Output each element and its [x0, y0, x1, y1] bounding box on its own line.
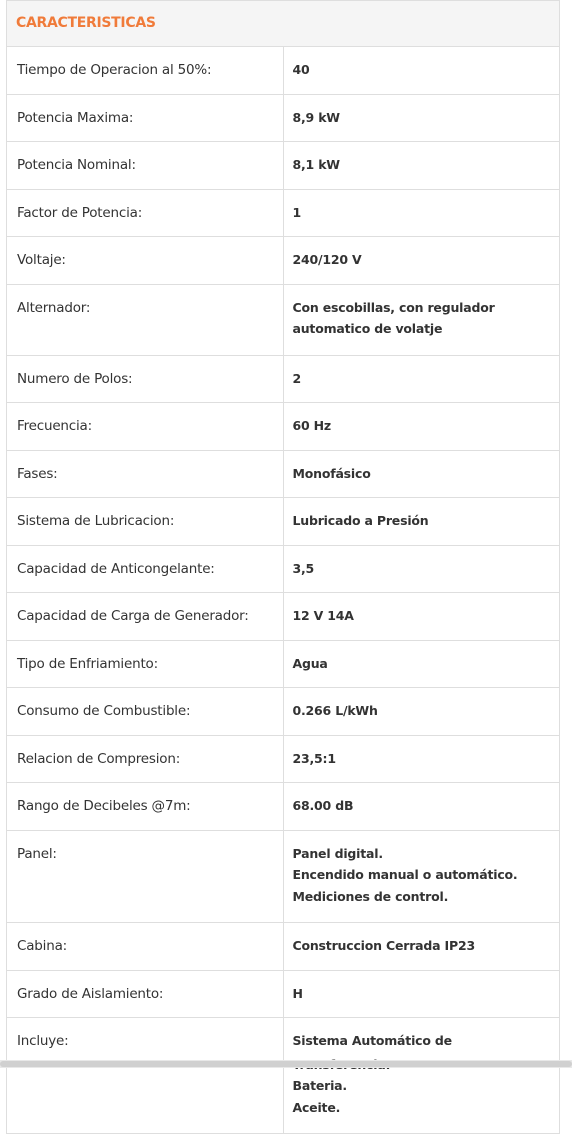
spec-label: Rango de Decibeles @7m:: [7, 783, 284, 831]
spec-value-line: 8,1 kW: [292, 157, 340, 172]
spec-value: [283, 545, 560, 593]
spec-label: Sistema de Lubricacion:: [7, 498, 284, 546]
spec-value-line: 2: [292, 370, 301, 386]
spec-value-line: 68.00 dB: [292, 798, 354, 813]
spec-value-line: Sistema Automático de: [292, 1033, 452, 1048]
spec-label: Consumo de Combustible:: [7, 688, 284, 736]
spec-value-line: Agua: [292, 655, 328, 671]
table-row: [7, 735, 560, 783]
spec-value-line: Con escobillas, con regulador: [292, 299, 495, 315]
spec-label: Capacidad de Carga de Generador:: [7, 593, 284, 641]
spec-value: [283, 94, 560, 142]
spec-label: Tiempo de Operacion al 50%:: [7, 47, 284, 95]
spec-value-line: H: [292, 985, 303, 1001]
spec-value: [283, 403, 560, 451]
spec-value: [283, 355, 560, 403]
spec-label: Incluye:: [7, 1018, 284, 1134]
table-row: [7, 189, 560, 237]
table-row: [7, 1018, 560, 1134]
table-row: [7, 94, 560, 142]
scrollbar-thumb[interactable]: [0, 1061, 572, 1067]
spec-value: [283, 593, 560, 641]
table-row: [7, 498, 560, 546]
spec-value: [283, 498, 560, 546]
spec-value: [283, 735, 560, 783]
horizontal-scrollbar[interactable]: [0, 1060, 572, 1068]
spec-value-line: 0.266 L/kWh: [292, 703, 378, 718]
table-row: [7, 403, 560, 451]
spec-value-line: Lubricado a Presión: [292, 513, 429, 528]
spec-value: [283, 923, 560, 971]
table-row: [7, 593, 560, 641]
spec-value: [283, 450, 560, 498]
table-row: [7, 237, 560, 285]
spec-label: Potencia Nominal:: [7, 142, 284, 190]
specifications-table: [6, 0, 560, 1134]
spec-value-line: 8,9 kW: [292, 109, 340, 125]
spec-value-line: 240/120 V: [292, 252, 362, 267]
table-row: [7, 142, 560, 190]
table-row: [7, 783, 560, 831]
spec-value: [283, 1018, 560, 1134]
spec-label: Capacidad de Anticongelante:: [7, 545, 284, 593]
spec-value-line: Panel digital.: [292, 845, 383, 861]
spec-label: Potencia Maxima:: [7, 94, 284, 142]
spec-label: Relacion de Compresion:: [7, 735, 284, 783]
spec-value-line: Monofásico: [292, 465, 371, 481]
spec-label: Cabina:: [7, 923, 284, 971]
spec-value: [283, 237, 560, 285]
spec-value: [283, 640, 560, 688]
spec-value-line: 12 V 14A: [292, 608, 354, 623]
spec-value-line: Construccion Cerrada IP23: [292, 938, 475, 953]
spec-value: [283, 142, 560, 190]
spec-value: [283, 830, 560, 923]
table-row: [7, 830, 560, 923]
spec-label: Panel:: [7, 830, 284, 923]
spec-value: [283, 284, 560, 355]
table-row: [7, 284, 560, 355]
spec-value-line: 3,5: [292, 560, 315, 576]
spec-label: Voltaje:: [7, 237, 284, 285]
table-row: [7, 47, 560, 95]
spec-value: [283, 688, 560, 736]
spec-value: [283, 47, 560, 95]
spec-value-line: Mediciones de control.: [292, 888, 449, 904]
table-row: [7, 640, 560, 688]
spec-label: Frecuencia:: [7, 403, 284, 451]
table-row: [7, 355, 560, 403]
spec-value: [283, 783, 560, 831]
spec-value-line: Bateria.: [292, 1078, 347, 1093]
spec-value: [283, 970, 560, 1018]
table-row: [7, 450, 560, 498]
spec-label: Fases:: [7, 450, 284, 498]
spec-label: Alternador:: [7, 284, 284, 355]
table-row: [7, 970, 560, 1018]
table-row: [7, 545, 560, 593]
spec-value-line: 1: [292, 204, 301, 220]
table-row: [7, 688, 560, 736]
spec-value-line: 23,5:1: [292, 750, 336, 766]
spec-label: Tipo de Enfriamiento:: [7, 640, 284, 688]
specifications-body: [7, 47, 560, 1134]
spec-label: Factor de Potencia:: [7, 189, 284, 237]
spec-value-line: automatico de volatje: [292, 321, 443, 336]
spec-value-line: Encendido manual o automático.: [292, 867, 518, 882]
section-title: CARACTERISTICAS: [7, 1, 560, 47]
spec-label: Numero de Polos:: [7, 355, 284, 403]
spec-value: [283, 189, 560, 237]
table-header-row: [7, 1, 560, 47]
spec-value-line: 60 Hz: [292, 418, 331, 433]
spec-value-line: 40: [292, 62, 310, 77]
spec-label: Grado de Aislamiento:: [7, 970, 284, 1018]
table-row: [7, 923, 560, 971]
spec-value-line: Aceite.: [292, 1099, 341, 1115]
